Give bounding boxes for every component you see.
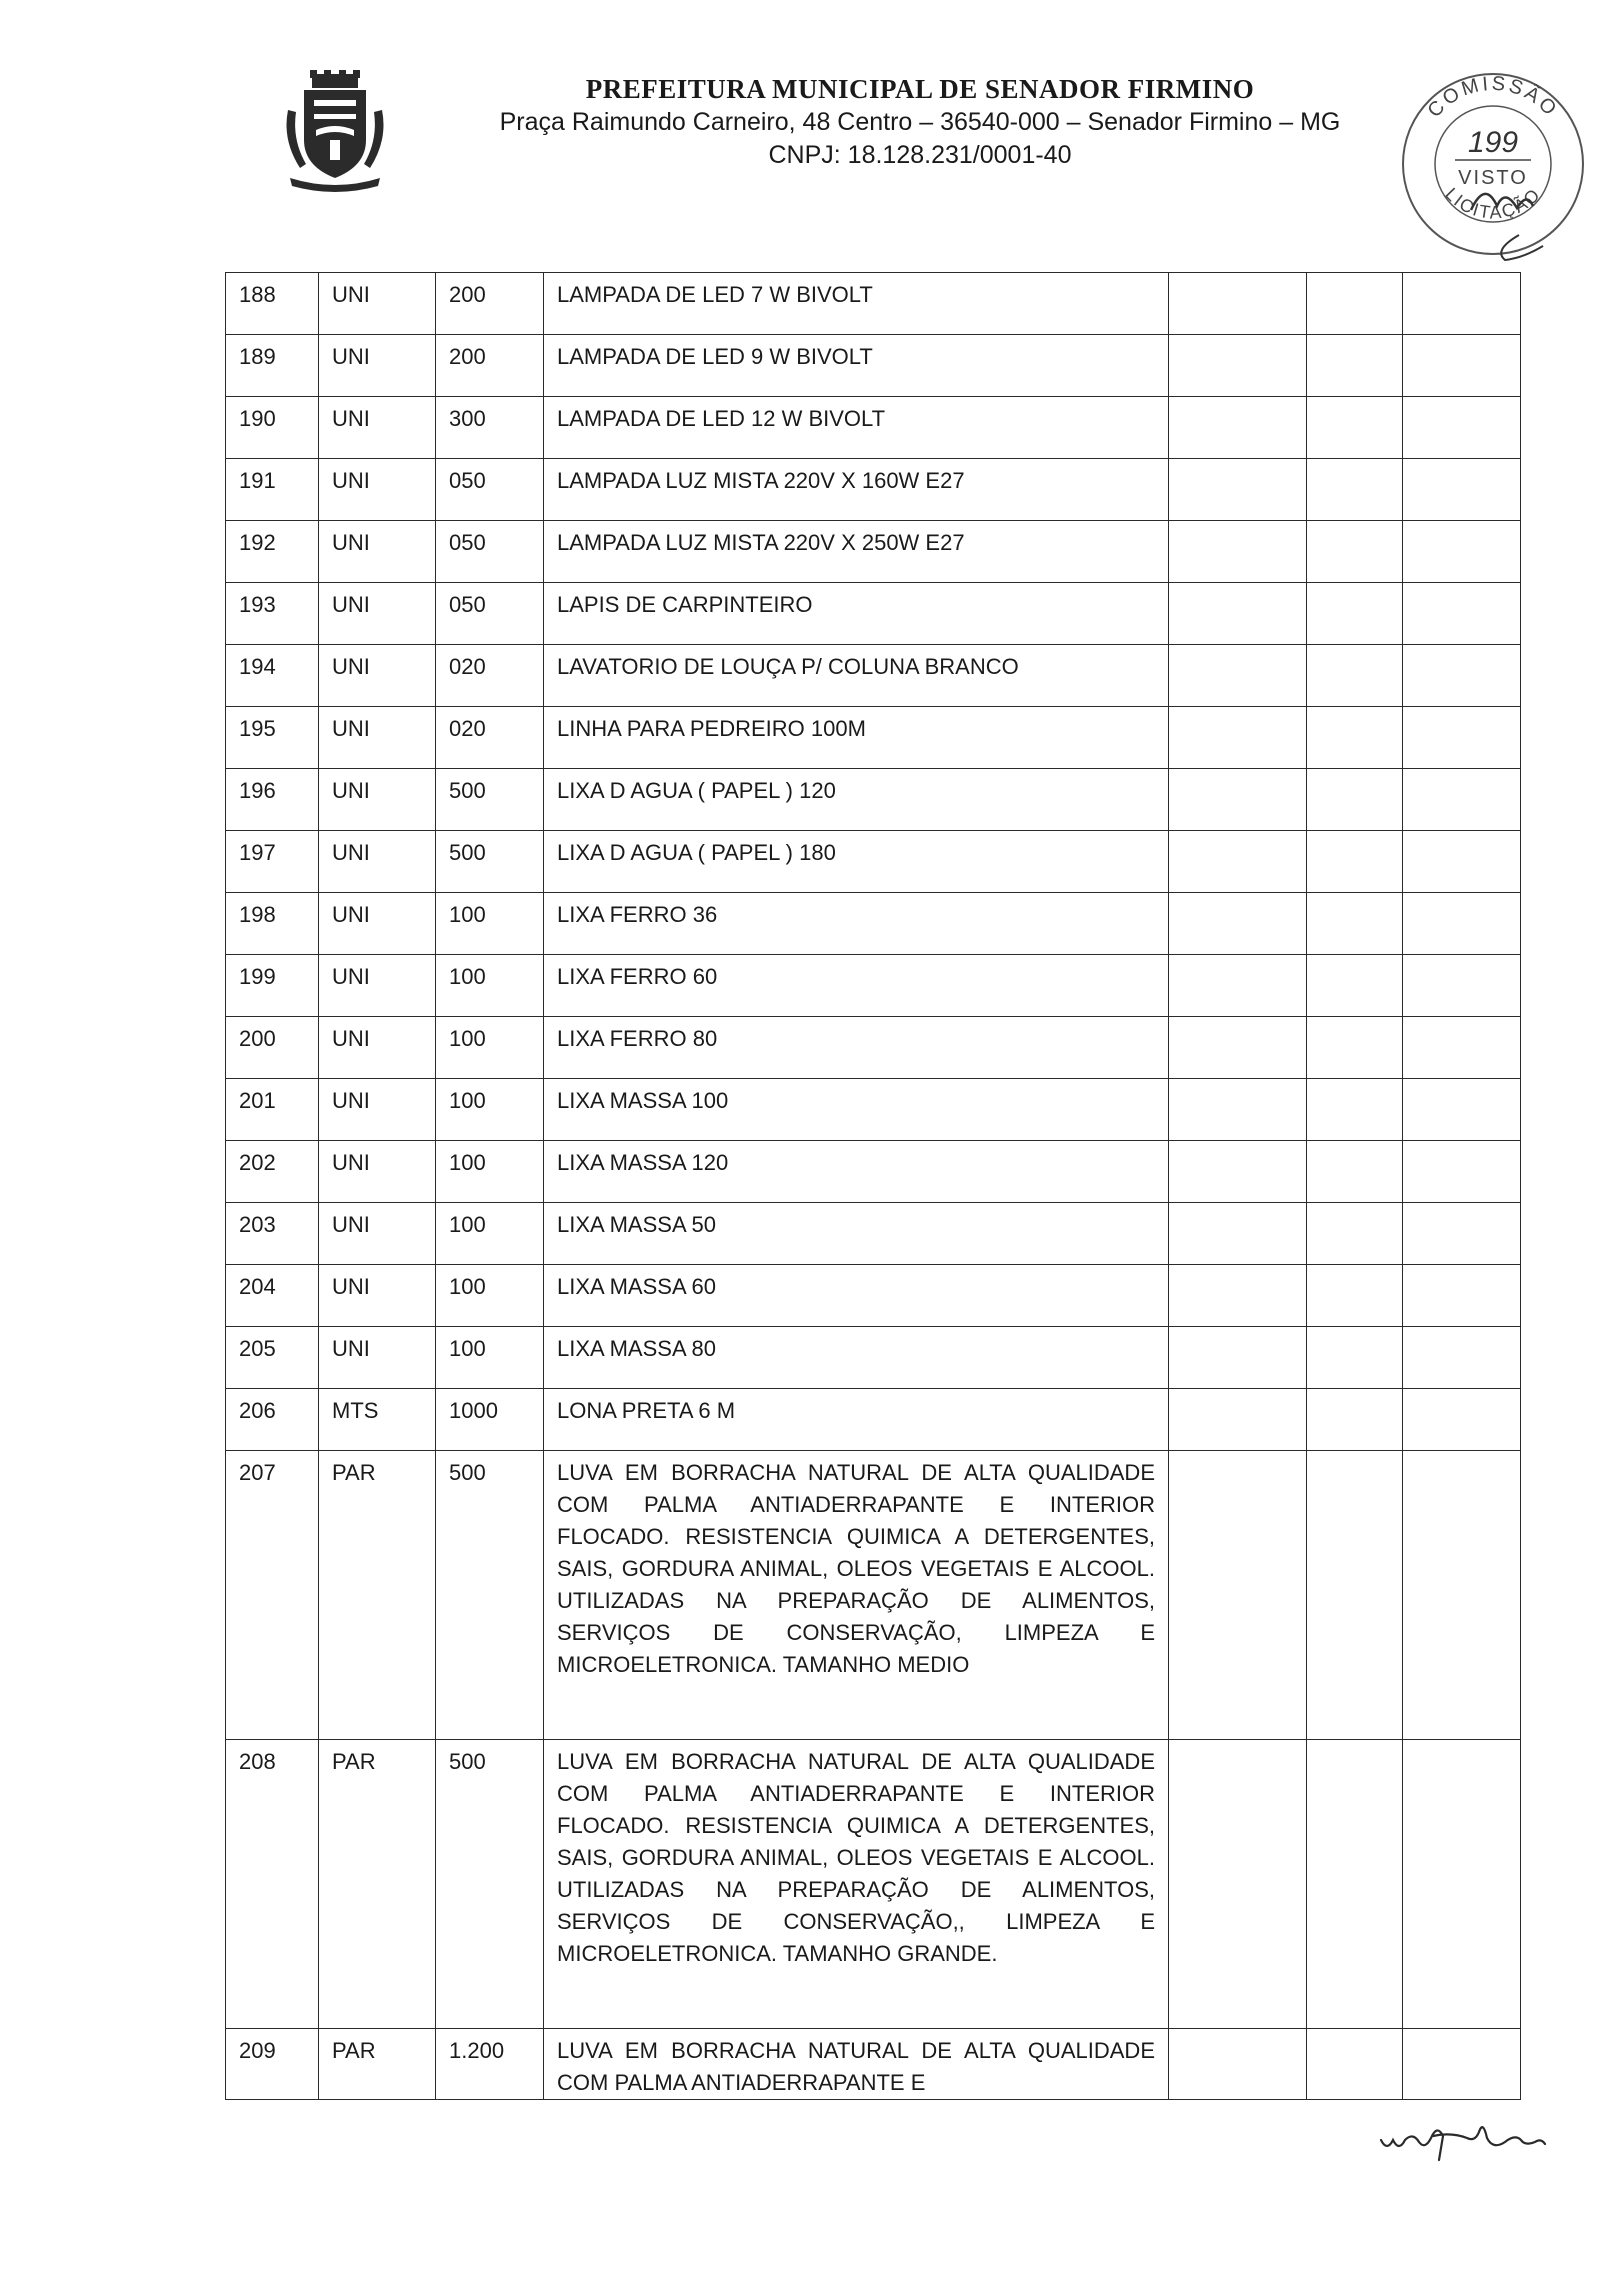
blank-col-c bbox=[1403, 583, 1521, 645]
table-row bbox=[226, 955, 1521, 1017]
blank-col-b bbox=[1307, 1017, 1403, 1079]
item-description: LIXA MASSA 50 bbox=[544, 1203, 1169, 1265]
table-row bbox=[226, 583, 1521, 645]
table-row bbox=[226, 521, 1521, 583]
item-description: LAMPADA DE LED 9 W BIVOLT bbox=[544, 335, 1169, 397]
item-quantity: 500 bbox=[436, 1740, 544, 2029]
header-address: Praça Raimundo Carneiro, 48 Centro – 36540-000 – Senador Firmino – MG bbox=[499, 108, 1341, 136]
blank-col-b bbox=[1307, 397, 1403, 459]
item-quantity: 100 bbox=[436, 955, 544, 1017]
blank-col-b bbox=[1307, 521, 1403, 583]
item-unit: UNI bbox=[319, 645, 436, 707]
blank-col-c bbox=[1403, 831, 1521, 893]
item-quantity: 050 bbox=[436, 583, 544, 645]
table-row bbox=[226, 1203, 1521, 1265]
blank-col-c bbox=[1403, 893, 1521, 955]
blank-col-c bbox=[1403, 1141, 1521, 1203]
stamp-page-number: 199 bbox=[1467, 126, 1519, 159]
item-number: 199 bbox=[226, 955, 319, 1017]
item-description: LUVA EM BORRACHA NATURAL DE ALTA QUALIDADE COM PALMA ANTIADERRAPANTE E INTERIOR FLOCADO. RESISTENCIA QUIMICA A DETERGENTES, SAIS, GORDURA ANIMAL, OLEOS VEGETAIS E ALCOOL. UTILIZADAS NA PREPARAÇÃO DE ALIMENTOS, SERVIÇOS DE CONSERVAÇÃO,, LIMPEZA E MICROELETRONICA. TAMANHO GRANDE. bbox=[544, 1740, 1169, 2029]
blank-col-b bbox=[1307, 1079, 1403, 1141]
item-quantity: 500 bbox=[436, 1451, 544, 1740]
blank-col-b bbox=[1307, 1141, 1403, 1203]
item-number: 203 bbox=[226, 1203, 319, 1265]
commission-stamp bbox=[1393, 60, 1593, 275]
item-unit: UNI bbox=[319, 583, 436, 645]
item-number: 188 bbox=[226, 273, 319, 335]
blank-col-a bbox=[1169, 2029, 1307, 2100]
svg-text:LICITAÇÃO bbox=[1441, 184, 1545, 223]
item-description: LAMPADA LUZ MISTA 220V X 250W E27 bbox=[544, 521, 1169, 583]
svg-text:COMISSÃO bbox=[1424, 73, 1563, 122]
table-row bbox=[226, 397, 1521, 459]
table-row bbox=[226, 1017, 1521, 1079]
item-quantity: 020 bbox=[436, 645, 544, 707]
blank-col-b bbox=[1307, 1451, 1403, 1740]
item-quantity: 1000 bbox=[436, 1389, 544, 1451]
item-description: LAPIS DE CARPINTEIRO bbox=[544, 583, 1169, 645]
blank-col-c bbox=[1403, 273, 1521, 335]
item-quantity: 100 bbox=[436, 1203, 544, 1265]
table-row bbox=[226, 893, 1521, 955]
blank-col-b bbox=[1307, 335, 1403, 397]
blank-col-b bbox=[1307, 707, 1403, 769]
item-number: 209 bbox=[226, 2029, 319, 2100]
item-number: 192 bbox=[226, 521, 319, 583]
item-number: 204 bbox=[226, 1265, 319, 1327]
blank-col-a bbox=[1169, 583, 1307, 645]
item-number: 205 bbox=[226, 1327, 319, 1389]
item-description: LUVA EM BORRACHA NATURAL DE ALTA QUALIDADE COM PALMA ANTIADERRAPANTE E INTERIOR FLOCADO. RESISTENCIA QUIMICA A DETERGENTES, SAIS, GORDURA ANIMAL, OLEOS VEGETAIS E ALCOOL. UTILIZADAS NA PREPARAÇÃO DE ALIMENTOS, SERVIÇOS DE CONSERVAÇÃO, LIMPEZA E MICROELETRONICA. TAMANHO MEDIO bbox=[544, 1451, 1169, 1740]
table-row bbox=[226, 1451, 1521, 1740]
table-row bbox=[226, 1265, 1521, 1327]
blank-col-a bbox=[1169, 521, 1307, 583]
blank-col-b bbox=[1307, 1327, 1403, 1389]
item-unit: UNI bbox=[319, 521, 436, 583]
item-quantity: 500 bbox=[436, 831, 544, 893]
blank-col-b bbox=[1307, 955, 1403, 1017]
blank-col-a bbox=[1169, 273, 1307, 335]
blank-col-b bbox=[1307, 273, 1403, 335]
item-number: 202 bbox=[226, 1141, 319, 1203]
blank-col-a bbox=[1169, 707, 1307, 769]
blank-col-a bbox=[1169, 1327, 1307, 1389]
item-unit: UNI bbox=[319, 1327, 436, 1389]
blank-col-c bbox=[1403, 397, 1521, 459]
blank-col-c bbox=[1403, 1389, 1521, 1451]
item-number: 196 bbox=[226, 769, 319, 831]
item-quantity: 300 bbox=[436, 397, 544, 459]
item-unit: UNI bbox=[319, 397, 436, 459]
item-unit: PAR bbox=[319, 2029, 436, 2100]
item-description: LAMPADA DE LED 7 W BIVOLT bbox=[544, 273, 1169, 335]
blank-col-a bbox=[1169, 335, 1307, 397]
blank-col-c bbox=[1403, 645, 1521, 707]
blank-col-c bbox=[1403, 1265, 1521, 1327]
item-quantity: 100 bbox=[436, 1265, 544, 1327]
item-quantity: 100 bbox=[436, 1327, 544, 1389]
page-title: PREFEITURA MUNICIPAL DE SENADOR FIRMINO bbox=[585, 74, 1255, 104]
item-number: 197 bbox=[226, 831, 319, 893]
stamp-top-text: COMISSÃO bbox=[1423, 72, 1563, 122]
blank-col-c bbox=[1403, 335, 1521, 397]
blank-col-b bbox=[1307, 831, 1403, 893]
blank-col-a bbox=[1169, 1740, 1307, 2029]
table-row bbox=[226, 459, 1521, 521]
item-description: LUVA EM BORRACHA NATURAL DE ALTA QUALIDADE COM PALMA ANTIADERRAPANTE E bbox=[544, 2029, 1169, 2100]
item-unit: UNI bbox=[319, 1079, 436, 1141]
item-unit: UNI bbox=[319, 335, 436, 397]
item-unit: UNI bbox=[319, 955, 436, 1017]
blank-col-b bbox=[1307, 1740, 1403, 2029]
blank-col-a bbox=[1169, 1203, 1307, 1265]
blank-col-a bbox=[1169, 893, 1307, 955]
item-quantity: 500 bbox=[436, 769, 544, 831]
blank-col-c bbox=[1403, 1079, 1521, 1141]
item-description: LIXA FERRO 80 bbox=[544, 1017, 1169, 1079]
blank-col-c bbox=[1403, 1327, 1521, 1389]
blank-col-b bbox=[1307, 459, 1403, 521]
table-row bbox=[226, 1740, 1521, 2029]
blank-col-a bbox=[1169, 1389, 1307, 1451]
item-number: 191 bbox=[226, 459, 319, 521]
header-cnpj: CNPJ: 18.128.231/0001-40 bbox=[768, 141, 1072, 169]
blank-col-b bbox=[1307, 1265, 1403, 1327]
item-description: LIXA MASSA 60 bbox=[544, 1265, 1169, 1327]
table-row bbox=[226, 707, 1521, 769]
blank-col-a bbox=[1169, 831, 1307, 893]
item-number: 207 bbox=[226, 1451, 319, 1740]
item-unit: UNI bbox=[319, 1017, 436, 1079]
blank-col-a bbox=[1169, 1451, 1307, 1740]
blank-col-a bbox=[1169, 1017, 1307, 1079]
item-description: LIXA MASSA 120 bbox=[544, 1141, 1169, 1203]
item-number: 206 bbox=[226, 1389, 319, 1451]
item-unit: UNI bbox=[319, 273, 436, 335]
items-table-wrapper bbox=[225, 272, 1521, 2100]
item-unit: UNI bbox=[319, 459, 436, 521]
item-quantity: 050 bbox=[436, 521, 544, 583]
blank-col-c bbox=[1403, 955, 1521, 1017]
blank-col-a bbox=[1169, 459, 1307, 521]
item-number: 190 bbox=[226, 397, 319, 459]
items-table bbox=[225, 272, 1521, 2100]
blank-col-b bbox=[1307, 769, 1403, 831]
item-number: 200 bbox=[226, 1017, 319, 1079]
blank-col-c bbox=[1403, 1451, 1521, 1740]
table-row bbox=[226, 1327, 1521, 1389]
blank-col-b bbox=[1307, 1389, 1403, 1451]
item-number: 193 bbox=[226, 583, 319, 645]
item-description: LIXA D AGUA ( PAPEL ) 120 bbox=[544, 769, 1169, 831]
stamp-bottom-text: LICITAÇÃO bbox=[1441, 183, 1545, 223]
item-quantity: 100 bbox=[436, 893, 544, 955]
item-unit: UNI bbox=[319, 769, 436, 831]
item-quantity: 200 bbox=[436, 335, 544, 397]
table-row bbox=[226, 1079, 1521, 1141]
item-number: 198 bbox=[226, 893, 319, 955]
item-unit: UNI bbox=[319, 1265, 436, 1327]
blank-col-c bbox=[1403, 1740, 1521, 2029]
item-quantity: 020 bbox=[436, 707, 544, 769]
blank-col-a bbox=[1169, 645, 1307, 707]
blank-col-c bbox=[1403, 1017, 1521, 1079]
item-unit: UNI bbox=[319, 893, 436, 955]
blank-col-c bbox=[1403, 459, 1521, 521]
item-quantity: 1.200 bbox=[436, 2029, 544, 2100]
blank-col-b bbox=[1307, 893, 1403, 955]
blank-col-a bbox=[1169, 1141, 1307, 1203]
blank-col-b bbox=[1307, 583, 1403, 645]
item-unit: UNI bbox=[319, 831, 436, 893]
item-quantity: 200 bbox=[436, 273, 544, 335]
item-number: 189 bbox=[226, 335, 319, 397]
item-description: LONA PRETA 6 M bbox=[544, 1389, 1169, 1451]
blank-col-b bbox=[1307, 2029, 1403, 2100]
blank-col-c bbox=[1403, 769, 1521, 831]
item-description: LAVATORIO DE LOUÇA P/ COLUNA BRANCO bbox=[544, 645, 1169, 707]
table-row bbox=[226, 335, 1521, 397]
item-description: LIXA D AGUA ( PAPEL ) 180 bbox=[544, 831, 1169, 893]
blank-col-a bbox=[1169, 1265, 1307, 1327]
stamp-middle-text: VISTO bbox=[1458, 167, 1528, 189]
item-unit: UNI bbox=[319, 1141, 436, 1203]
coat-of-arms-icon bbox=[280, 70, 390, 195]
table-row bbox=[226, 2029, 1521, 2100]
table-row bbox=[226, 831, 1521, 893]
blank-col-c bbox=[1403, 2029, 1521, 2100]
blank-col-c bbox=[1403, 707, 1521, 769]
item-unit: UNI bbox=[319, 1203, 436, 1265]
item-description: LIXA MASSA 100 bbox=[544, 1079, 1169, 1141]
item-description: LAMPADA LUZ MISTA 220V X 160W E27 bbox=[544, 459, 1169, 521]
signature-initials bbox=[1375, 2102, 1550, 2162]
item-quantity: 050 bbox=[436, 459, 544, 521]
table-row bbox=[226, 1389, 1521, 1451]
item-description: LAMPADA DE LED 12 W BIVOLT bbox=[544, 397, 1169, 459]
item-unit: PAR bbox=[319, 1740, 436, 2029]
item-description: LINHA PARA PEDREIRO 100M bbox=[544, 707, 1169, 769]
blank-col-a bbox=[1169, 769, 1307, 831]
blank-col-c bbox=[1403, 1203, 1521, 1265]
blank-col-a bbox=[1169, 1079, 1307, 1141]
item-description: LIXA MASSA 80 bbox=[544, 1327, 1169, 1389]
blank-col-b bbox=[1307, 1203, 1403, 1265]
table-row bbox=[226, 273, 1521, 335]
item-unit: MTS bbox=[319, 1389, 436, 1451]
item-unit: PAR bbox=[319, 1451, 436, 1740]
item-quantity: 100 bbox=[436, 1079, 544, 1141]
table-row bbox=[226, 645, 1521, 707]
blank-col-c bbox=[1403, 521, 1521, 583]
item-description: LIXA FERRO 36 bbox=[544, 893, 1169, 955]
blank-col-a bbox=[1169, 955, 1307, 1017]
blank-col-b bbox=[1307, 645, 1403, 707]
item-number: 201 bbox=[226, 1079, 319, 1141]
item-description: LIXA FERRO 60 bbox=[544, 955, 1169, 1017]
table-row bbox=[226, 1141, 1521, 1203]
item-number: 208 bbox=[226, 1740, 319, 2029]
table-row bbox=[226, 769, 1521, 831]
item-quantity: 100 bbox=[436, 1141, 544, 1203]
item-number: 194 bbox=[226, 645, 319, 707]
item-unit: UNI bbox=[319, 707, 436, 769]
item-number: 195 bbox=[226, 707, 319, 769]
blank-col-a bbox=[1169, 397, 1307, 459]
item-quantity: 100 bbox=[436, 1017, 544, 1079]
